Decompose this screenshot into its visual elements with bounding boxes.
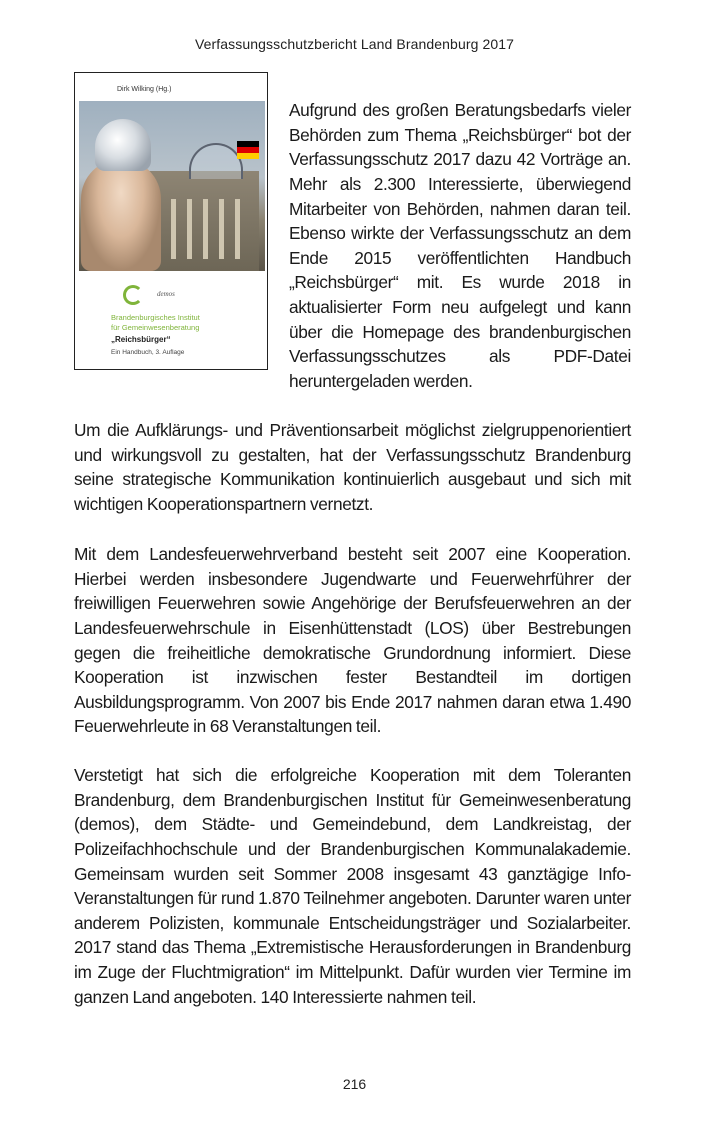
column xyxy=(187,199,192,259)
paragraph-4: Verstetigt hat sich die erfolgreiche Kooperation mit dem Toleranten Brandenburg, dem Brandenburgischen Institut für Gemeinwesenberatung (demos), dem Städte- und Gemeindebund, dem Landkreistag, der Polizeifachhochschule und der Brandenburgischen Kommunalakademie. Gemeinsam wurden seit Sommer 2008 insgesamt 43 ganztägige Info-Veranstaltungen für rund 1.870 Teilnehmer angeboten. Darunter waren unter anderem Polizisten, kommunale Entscheidungsträger und Sozialarbeiter. 2017 stand das Thema „Extremistische Herausforderungen in Brandenburg im Zuge der Fluchtmigration“ im Mittelpunkt. Dafür wurden vier Termine im ganzen Land angeboten. 140 Interessierte nahmen teil. xyxy=(74,765,631,1007)
paragraph-1: Aufgrund des großen Beratungsbedarfs vieler Behörden zum Thema „Reichsbürger“ bot der Verfassungsschutz 2017 dazu 42 Vorträge an. Mehr als 2.300 Interessierte, überwiegend Mitarbeiter von Behörden, nahmen daran teil. Ebenso wirkte der Verfassungsschutz an dem Ende 2015 veröffentlichten Handbuch „Reichsbürger“ mit. Es wurde 2018 in aktualisierter Form neu aufgelegt und kann über die Homepage des brandenburgischen Verfassungsschutzes als PDF-Datei heruntergeladen werden. xyxy=(289,100,631,391)
cover-subtitle: Ein Handbuch, 3. Auflage xyxy=(111,349,185,356)
page-number: 216 xyxy=(342,1076,367,1092)
foil-hat xyxy=(95,119,151,171)
cover-title: „Reichsbürger“ xyxy=(111,335,171,344)
cover-editor: Dirk Wilking (Hg.) xyxy=(117,86,172,93)
running-header: Verfassungsschutzbericht Land Brandenburg 2017 xyxy=(194,36,515,52)
cover-org xyxy=(111,313,200,333)
reichstag-dome xyxy=(189,143,243,179)
demos-logo-icon xyxy=(123,285,143,305)
column xyxy=(219,199,224,259)
cover-org-line2: für Gemeinwesenberatung xyxy=(111,323,200,332)
cover-logo-text: demos xyxy=(157,290,175,298)
cover-photo xyxy=(79,101,265,271)
person-head xyxy=(81,159,161,271)
paragraph-3: Mit dem Landesfeuerwehrverband besteht seit 2007 eine Kooperation. Hierbei werden insbesondere Jugendwarte und Feuerwehrführer der freiwilligen Feuerwehren sowie Angehörige der Berufsfeuerwehren an der Landesfeuerwehrschule in Eisenhüttenstadt (LOS) über Bestrebungen gegen die freiheitliche demokratische Grundordnung informiert. Diese Kooperation ist inzwischen fester Bestandteil im dortigen Ausbildungsprogramm. Von 2007 bis Ende 2017 nahmen daran etwa 1.490 Feuerwehrleute in 68 Veranstaltungen teil. xyxy=(74,544,631,737)
german-flag-icon xyxy=(237,141,259,159)
column xyxy=(235,199,240,259)
book-cover-image xyxy=(74,72,268,370)
paragraph-2: Um die Aufklärungs- und Präventionsarbeit möglichst zielgruppenorientiert und wirkungsvoll zu gestalten, hat der Verfassungsschutz Brandenburg seine strategische Kommunikation kontinuierlich ausgebaut und sich mit wichtigen Kooperationspartnern vernetzt. xyxy=(74,420,631,515)
column xyxy=(203,199,208,259)
cover-org-line1: Brandenburgisches Institut xyxy=(111,313,200,322)
column xyxy=(171,199,176,259)
